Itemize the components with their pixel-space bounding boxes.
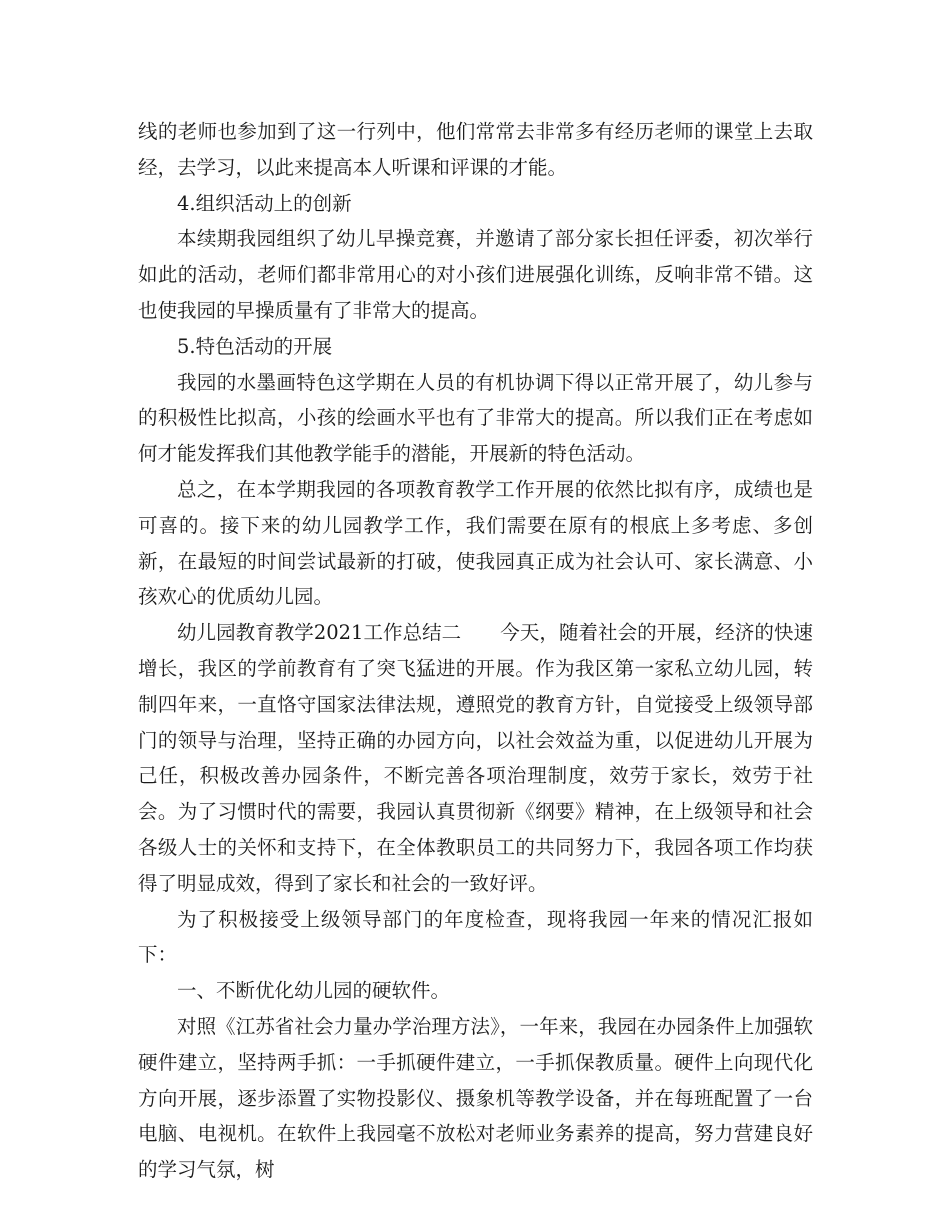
- paragraph: 幼儿园教育教学2021工作总结二 今天，随着社会的开展，经济的快速增长，我区的学前教育有了突飞猛进的开展。作为我区第一家私立幼儿园，转制四年来，一直恪守国家法律法规，遵照党的教育方针，自觉接受上级领导部门的领导与治理，坚持正确的办园方向，以社会效益为重，以促进幼儿开展为己任，积极改善办园条件，不断完善各项治理制度，效劳于家长，效劳于社会。为了习惯时代的需要，我园认真贯彻新《纲要》精神，在上级领导和社会各级人士的关怀和支持下，在全体教职员工的共同努力下，我园各项工作均获得了明显成效，得到了家长和社会的一致好评。: [138, 621, 813, 895]
- paragraph: 为了积极接受上级领导部门的年度检查，现将我园一年来的情况汇报如下：: [138, 907, 813, 967]
- section-heading-4: 4.组织活动上的创新: [177, 191, 352, 215]
- paragraph-continuation: 线的老师也参加到了这一行列中，他们常常去非常多有经历老师的课堂上去取经，去学习，以此来提高本人听课和评课的才能。: [138, 120, 813, 179]
- section-heading-1: 一、不断优化幼儿园的硬软件。: [177, 979, 451, 1003]
- paragraph: 本续期我园组织了幼儿早操竞赛，并邀请了部分家长担任评委，初次举行如此的活动，老师们都非常用心的对小孩们进展强化训练，反响非常不错。这也使我园的早操质量有了非常大的提高。: [138, 227, 813, 322]
- document-body: [138, 114, 813, 1188]
- paragraph: 对照《江苏省社会力量办学治理方法》，一年来，我园在办园条件上加强软硬件建立，坚持两手抓：一手抓硬件建立，一手抓保教质量。硬件上向现代化方向开展，逐步添置了实物投影仪、摄象机等教学设备，并在每班配置了一台电脑、电视机。在软件上我园毫不放松对老师业务素养的提高，努力营建良好的学习气氛，树: [138, 1014, 813, 1182]
- section-heading-5: 5.特色活动的开展: [177, 334, 333, 358]
- paragraph: 总之，在本学期我园的各项教育教学工作开展的依然比拟有序，成绩也是可喜的。接下来的幼儿园教学工作，我们需要在原有的根底上多考虑、多创新，在最短的时间尝试最新的打破，使我园真正成为社会认可、家长满意、小孩欢心的优质幼儿园。: [138, 477, 813, 609]
- paragraph: 我园的水墨画特色这学期在人员的有机协调下得以正常开展了，幼儿参与的积极性比拟高，小孩的绘画水平也有了非常大的提高。所以我们正在考虑如何才能发挥我们其他教学能手的潜能，开展新的特色活动。: [138, 370, 813, 466]
